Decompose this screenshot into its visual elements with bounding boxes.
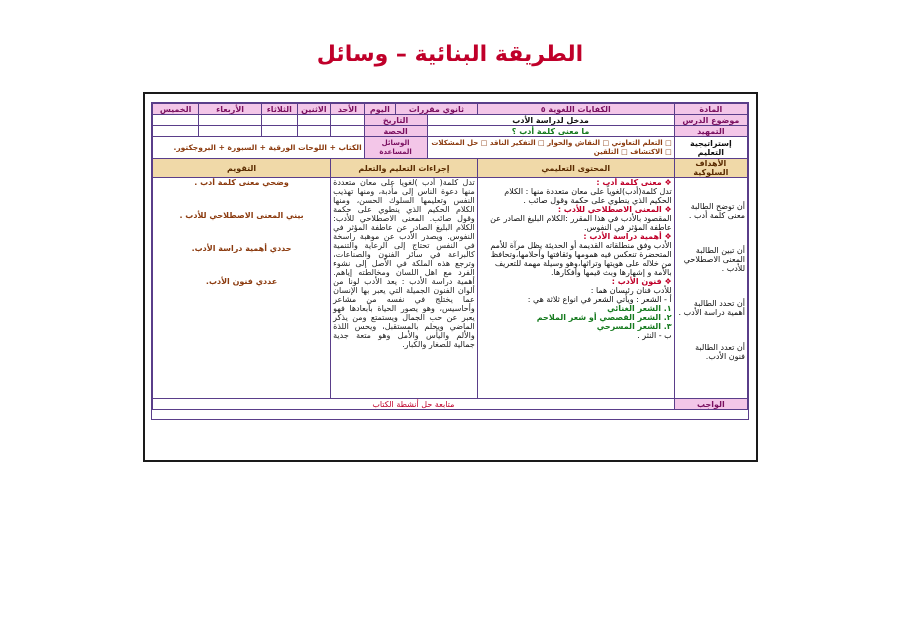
day-label: اليوم (364, 104, 395, 115)
content-heading: ❖ فنون الأدب : (611, 277, 672, 286)
goals-header: الأهداف السلوكية (674, 159, 747, 178)
topic-value: مدخل لدراسة الأدب (427, 115, 674, 126)
page-title: الطريقة البنائية – وسائل (316, 42, 584, 67)
subject-value: الكفايات اللغوية ٥ (477, 104, 674, 115)
content-heading: ❖ المعنى الاصطلاحي للأدب : (557, 205, 672, 214)
goal-item: أن تحدد الطالبة أهمية دراسة الأدب . (678, 299, 745, 317)
subject-label: المادة (674, 104, 747, 115)
evaluation-item: حددي أهمية دراسة الأدب. (191, 244, 292, 253)
aids-value: الكتاب + اللوحات الورقية + السبورة + البروجكتور. (153, 137, 365, 159)
goal-item: أن تعدد الطالبة فنون الأدب. (695, 343, 745, 361)
evaluation-item: عددي فنون الأدب. (205, 277, 278, 286)
content-paragraph: للأدب فنان رئيسان هما : (590, 286, 672, 295)
content-heading: ❖ أهمية دراسة الأدب : (583, 232, 672, 241)
topic-label: موضوع الدرس (674, 115, 747, 126)
aids-label: الوسائل المساعدة (364, 137, 427, 159)
day-sunday: الأحد (331, 104, 365, 115)
homework-label: الواجب (674, 399, 747, 410)
content-list-item: ١. الشعر الغنائي (607, 304, 672, 313)
procedures-cell: تدل كلمة( أدب )لغويا على معان متعددة منها دعوة الناس إلى مأدبة، ومنها تهذيب النفس وتعليمها السلوك الحسن، ومنها الكلام الحكيم الذي ينطوي على حكمة وقول صائب. المعنى الاصطلاحي للأدب: الكلام البليغ الصادر عن عاطفة المؤثر في النفوس. ويصدر الأدب عن موهبة راسخة في النفس تحتاج إلى الرعاية والتنمية كالبراعة في سائر الفنون والصناعات، وترجع هذه الملكة في الأصل إلى نشوء الفرد مع اهل اللسان ومخالطته إياهم. أهمية دراسة الأدب : يعد الأدب لونا من ألوان الفنون الجميلة التي يعبر بها الإنسان عما يختلج في نفسه من مشاعر وأحاسيس، وهو يصور الحياة بأبعادها فهو يعبر عن حب الجمال ويستمتع ومن يذكر الماضي ويحلم بالمستقبل، ويحس اللذة والألم واليأس والأمل وهو متعة جدية جمالية للصغار والكبار. (331, 178, 478, 399)
goal-item: أن توضح الطالبة معنى كلمة أدب . (688, 202, 745, 220)
period-label: الحصة (364, 126, 427, 137)
level-value: ثانوي مقررات (396, 104, 478, 115)
content-list-item: ٢. الشعر القصصي أو شعر الملاحم (536, 313, 672, 322)
content-paragraph: الأدب وفق منطلقاته القديمة أو الحديثة يظل مرآة للأمم المتحضرة تنعكس فيه همومها وثقافتها وأحلامها،وتحافظ من خلاله على هويتها وتراثها،وهو وسيلة مهمة للتعريف بالأمة و إشهارها وبث قيمها وأفكارها. (490, 241, 672, 277)
goal-item: أن تبين الطالبة المعنى الاصطلاحي للأدب . (683, 246, 745, 273)
intro-value: ما معنى كلمة أدب ؟ (427, 126, 674, 137)
content-header: المحتوى التعليمي (477, 159, 674, 178)
content-list-item: ب - النثر . (637, 331, 672, 340)
strategy-label: إستراتيجية التعليم (674, 137, 747, 159)
procedures-header: إجراءات التعليم والتعلم (331, 159, 478, 178)
evaluation-cell (153, 178, 331, 399)
day-wednesday: الأربعاء (199, 104, 262, 115)
day-monday: الاثنين (297, 104, 331, 115)
lesson-plan-table (151, 102, 749, 420)
homework-value: متابعة حل أنشطة الكتاب (153, 399, 675, 410)
evaluation-item: وضحي معنى كلمة أدب . (194, 178, 289, 187)
content-cell (477, 178, 674, 399)
day-thursday: الخميس (153, 104, 199, 115)
evaluation-item: بيني المعنى الاصطلاحي للأدب . (179, 211, 304, 220)
content-heading: ❖ معنى كلمة أدب : (596, 178, 672, 187)
content-paragraph: تدل كلمة(أدب)لغوياً على معان متعددة منها : الكلام الحكيم الذي ينطوي على حكمة وقول صائب . (504, 187, 672, 205)
content-list-item: ٣. الشعر المسرحي (596, 322, 672, 331)
date-label: التاريخ (364, 115, 427, 126)
goals-cell (674, 178, 747, 399)
evaluation-header: التقويم (153, 159, 331, 178)
content-list-item: أ - الشعر : ويأتي الشعر في انواع ثلاثة هي : (527, 295, 672, 304)
day-tuesday: الثلاثاء (262, 104, 298, 115)
strategy-value: □ التعلم التعاوني □ النقاش والحوار □ التفكير الناقد □ حل المشكلات □ الاكتشاف □ التلقين (427, 137, 674, 159)
content-paragraph: المقصود بالأدب في هذا المقرر :الكلام البليغ الصادر عن عاطفة المؤثر في النفوس. (490, 214, 672, 232)
intro-label: التمهيد (674, 126, 747, 137)
